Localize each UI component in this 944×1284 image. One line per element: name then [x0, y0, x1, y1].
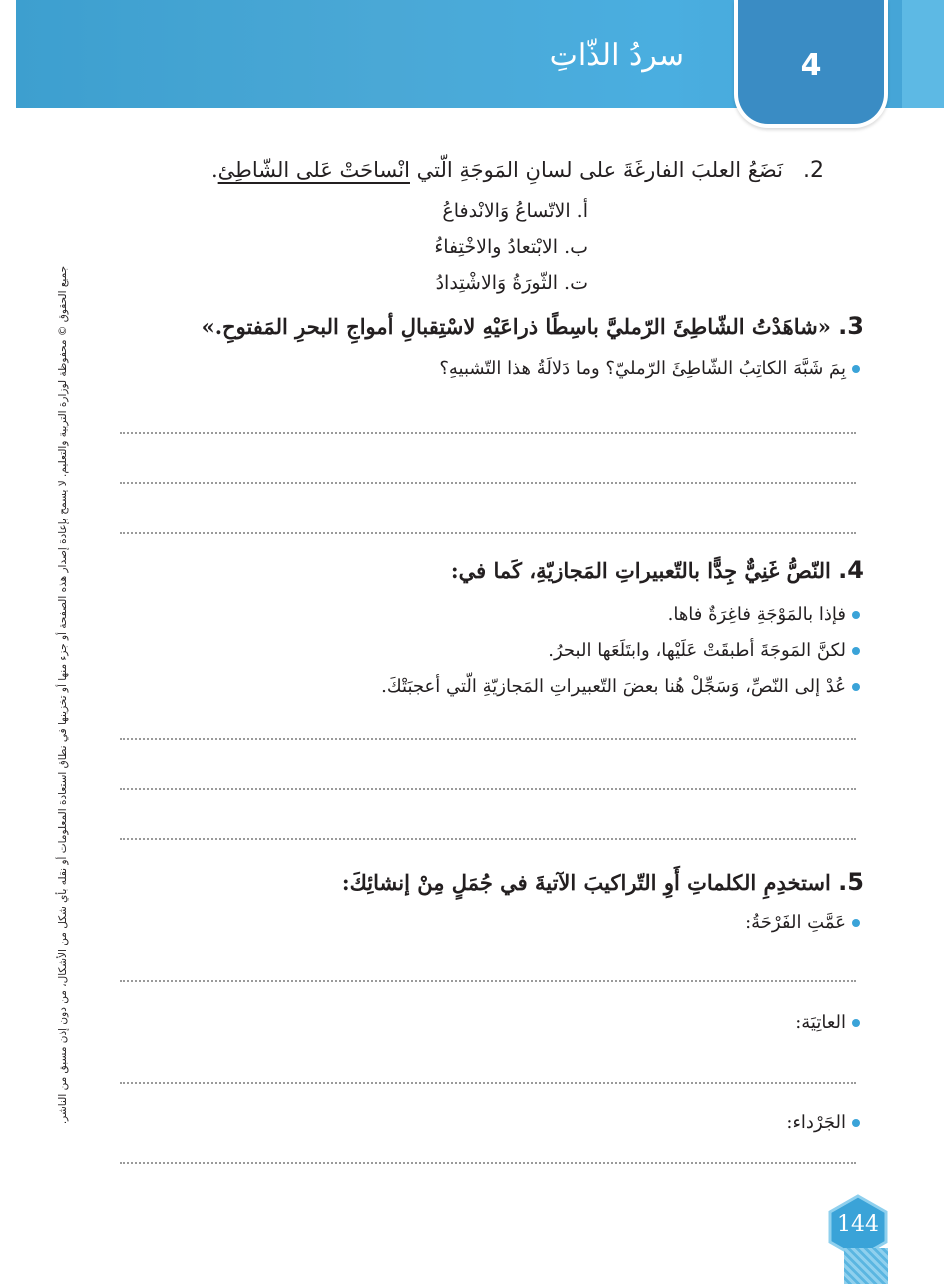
option-a: أ. الاتّساعُ وَالانْدفاعُ: [442, 200, 588, 222]
copyright-notice: [56, 265, 70, 1125]
question-5-item: [786, 1112, 860, 1133]
bullet-icon: [852, 919, 860, 927]
question-5-item-text: العاتِيَة:: [795, 1012, 846, 1033]
question-4-item-text: لكنَّ المَوجَةَ أطبقَتْ عَلَيْها، وابتَلَعَها البحرُ.: [548, 640, 846, 661]
header-right-strip: [902, 0, 944, 108]
question-4-item-text: عُدْ إلى النّصِّ، وَسَجِّلْ هُنا بعضَ التّعبيراتِ المَجازيّةِ الّتي أعجبَتْكَ.: [381, 676, 846, 697]
question-5-number: 5.: [838, 868, 864, 896]
unit-number: 4: [800, 48, 822, 83]
answer-line[interactable]: [120, 532, 856, 534]
question-4-item: [668, 604, 860, 625]
bullet-icon: [852, 1019, 860, 1027]
answer-line[interactable]: [120, 838, 856, 840]
question-2: [211, 158, 824, 183]
question-3-heading: [202, 312, 864, 340]
corner-texture: [844, 1248, 888, 1284]
question-3-number: 3.: [838, 312, 864, 340]
question-4-item: [548, 640, 860, 661]
question-5-item-text: الجَرْداء:: [786, 1112, 846, 1133]
bullet-icon: [852, 1119, 860, 1127]
bullet-icon: [852, 611, 860, 619]
page-number: 144: [837, 1212, 879, 1237]
question-4-item: [381, 676, 860, 697]
answer-line[interactable]: [120, 980, 856, 982]
question-4-text: النّصُّ غَنِيٌّ جِدًّا بالتّعبيراتِ المَجازيّةِ، كَما في:: [450, 558, 831, 583]
question-3-prompt: [439, 358, 860, 379]
answer-line[interactable]: [120, 738, 856, 740]
answer-line[interactable]: [120, 482, 856, 484]
question-2-number: 2.: [803, 158, 824, 183]
bullet-icon: [852, 683, 860, 691]
page-title: سردُ الذّاتِ: [549, 38, 684, 73]
option-b: ب. الابْتعادُ والاخْتِفاءُ: [434, 236, 588, 258]
question-5-item: [795, 1012, 860, 1033]
question-3-text: «شاهَدْتُ الشّاطِئَ الرّمليَّ باسِطًا ذراعَيْهِ لاسْتِقبالِ أمواجِ البحرِ المَفتوحِ.»: [201, 314, 831, 339]
option-c: ت. الثّورَةُ وَالاشْتِدادُ: [435, 272, 588, 294]
question-4-number: 4.: [838, 556, 864, 584]
question-2-end: .: [210, 158, 218, 182]
bullet-icon: [852, 365, 860, 373]
question-2-text: نَضَعُ العلبَ الفارغَةَ على لسانِ المَوجَةِ الّتي: [409, 158, 783, 182]
answer-line[interactable]: [120, 1082, 856, 1084]
question-2-underlined: انْساحَتْ عَلى الشّاطِئ: [217, 158, 410, 182]
question-3-prompt-text: بِمَ شَبَّهَ الكاتِبُ الشّاطِئَ الرّمليّ؟ وما دَلالَةُ هذا التّشبيهِ؟: [439, 358, 846, 379]
bullet-icon: [852, 647, 860, 655]
question-4-heading: [451, 556, 864, 584]
answer-line[interactable]: [120, 788, 856, 790]
answer-line[interactable]: [120, 1162, 856, 1164]
question-5-item: [745, 912, 860, 933]
answer-line[interactable]: [120, 432, 856, 434]
question-5-text: استخدِمِ الكلماتِ أَوِ التّراكيبَ الآتيةَ في جُمَلٍ مِنْ إنشائِكَ:: [341, 870, 831, 895]
question-5-item-text: عَمَّتِ الفَرْحَةُ:: [745, 912, 846, 933]
question-4-item-text: فإذا بالمَوْجَةِ فاغِرَةٌ فاها.: [667, 604, 846, 625]
question-5-heading: [342, 868, 864, 896]
copyright-text: جميع الحقوق © محفوظة لوزارة التربية والتعليم. لا يسمح بإعادة إصدار هذه الصفحة أو جزء منها أو تخزينها في نطاق استعادة المعلومات أو نقله بأي شكل من الأشكال، من دون إذن مسبق من الناشر.: [57, 265, 70, 1125]
